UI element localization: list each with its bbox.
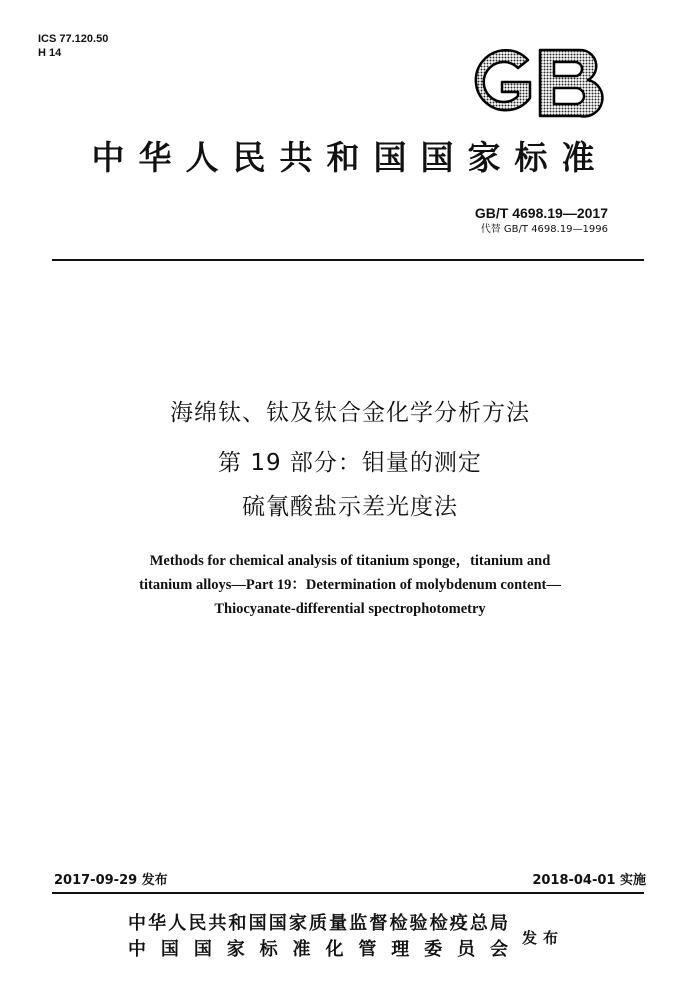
en-title-line-3: Thiocyanate-differential spectrophotometry [214,601,486,617]
implementation-date: 2018-04-01 实施 [532,873,646,888]
classification-codes [38,32,108,60]
en-title-line-1: Methods for chemical analysis of titanium sponge，titanium and [149,553,551,569]
issuer-org-1: 中华人民共和国国家质量监督检验检疫总局 [128,913,508,934]
cn-title-line-1: 海绵钛、钛及钛合金化学分析方法 [170,400,530,426]
issuer-org-2: 中国国家标准化管理委员会 [128,939,508,960]
standard-number: GB/T 4698.19—2017 [474,205,608,221]
bottom-divider [52,892,644,894]
cn-title-line-3: 硫氰酸盐示差光度法 [242,494,458,520]
issue-label: 发布 [522,929,565,947]
ics-code: ICS 77.120.50 [38,33,109,45]
gb-logo [462,44,605,122]
cn-title-line-2: 第 19 部分：钼量的测定 [218,450,482,476]
standard-title: 中华人民共和国国家标准 [91,138,609,177]
en-title-line-2: titanium alloys—Part 19：Determination of molybdenum content— [139,577,561,593]
logo-text: GB [462,44,464,45]
replaces-standard: 代替 GB/T 4698.19—1996 [480,224,608,235]
issue-date: 2017-09-29 发布 [54,873,168,888]
top-divider [52,259,644,261]
ccs-code: H 14 [38,47,62,59]
